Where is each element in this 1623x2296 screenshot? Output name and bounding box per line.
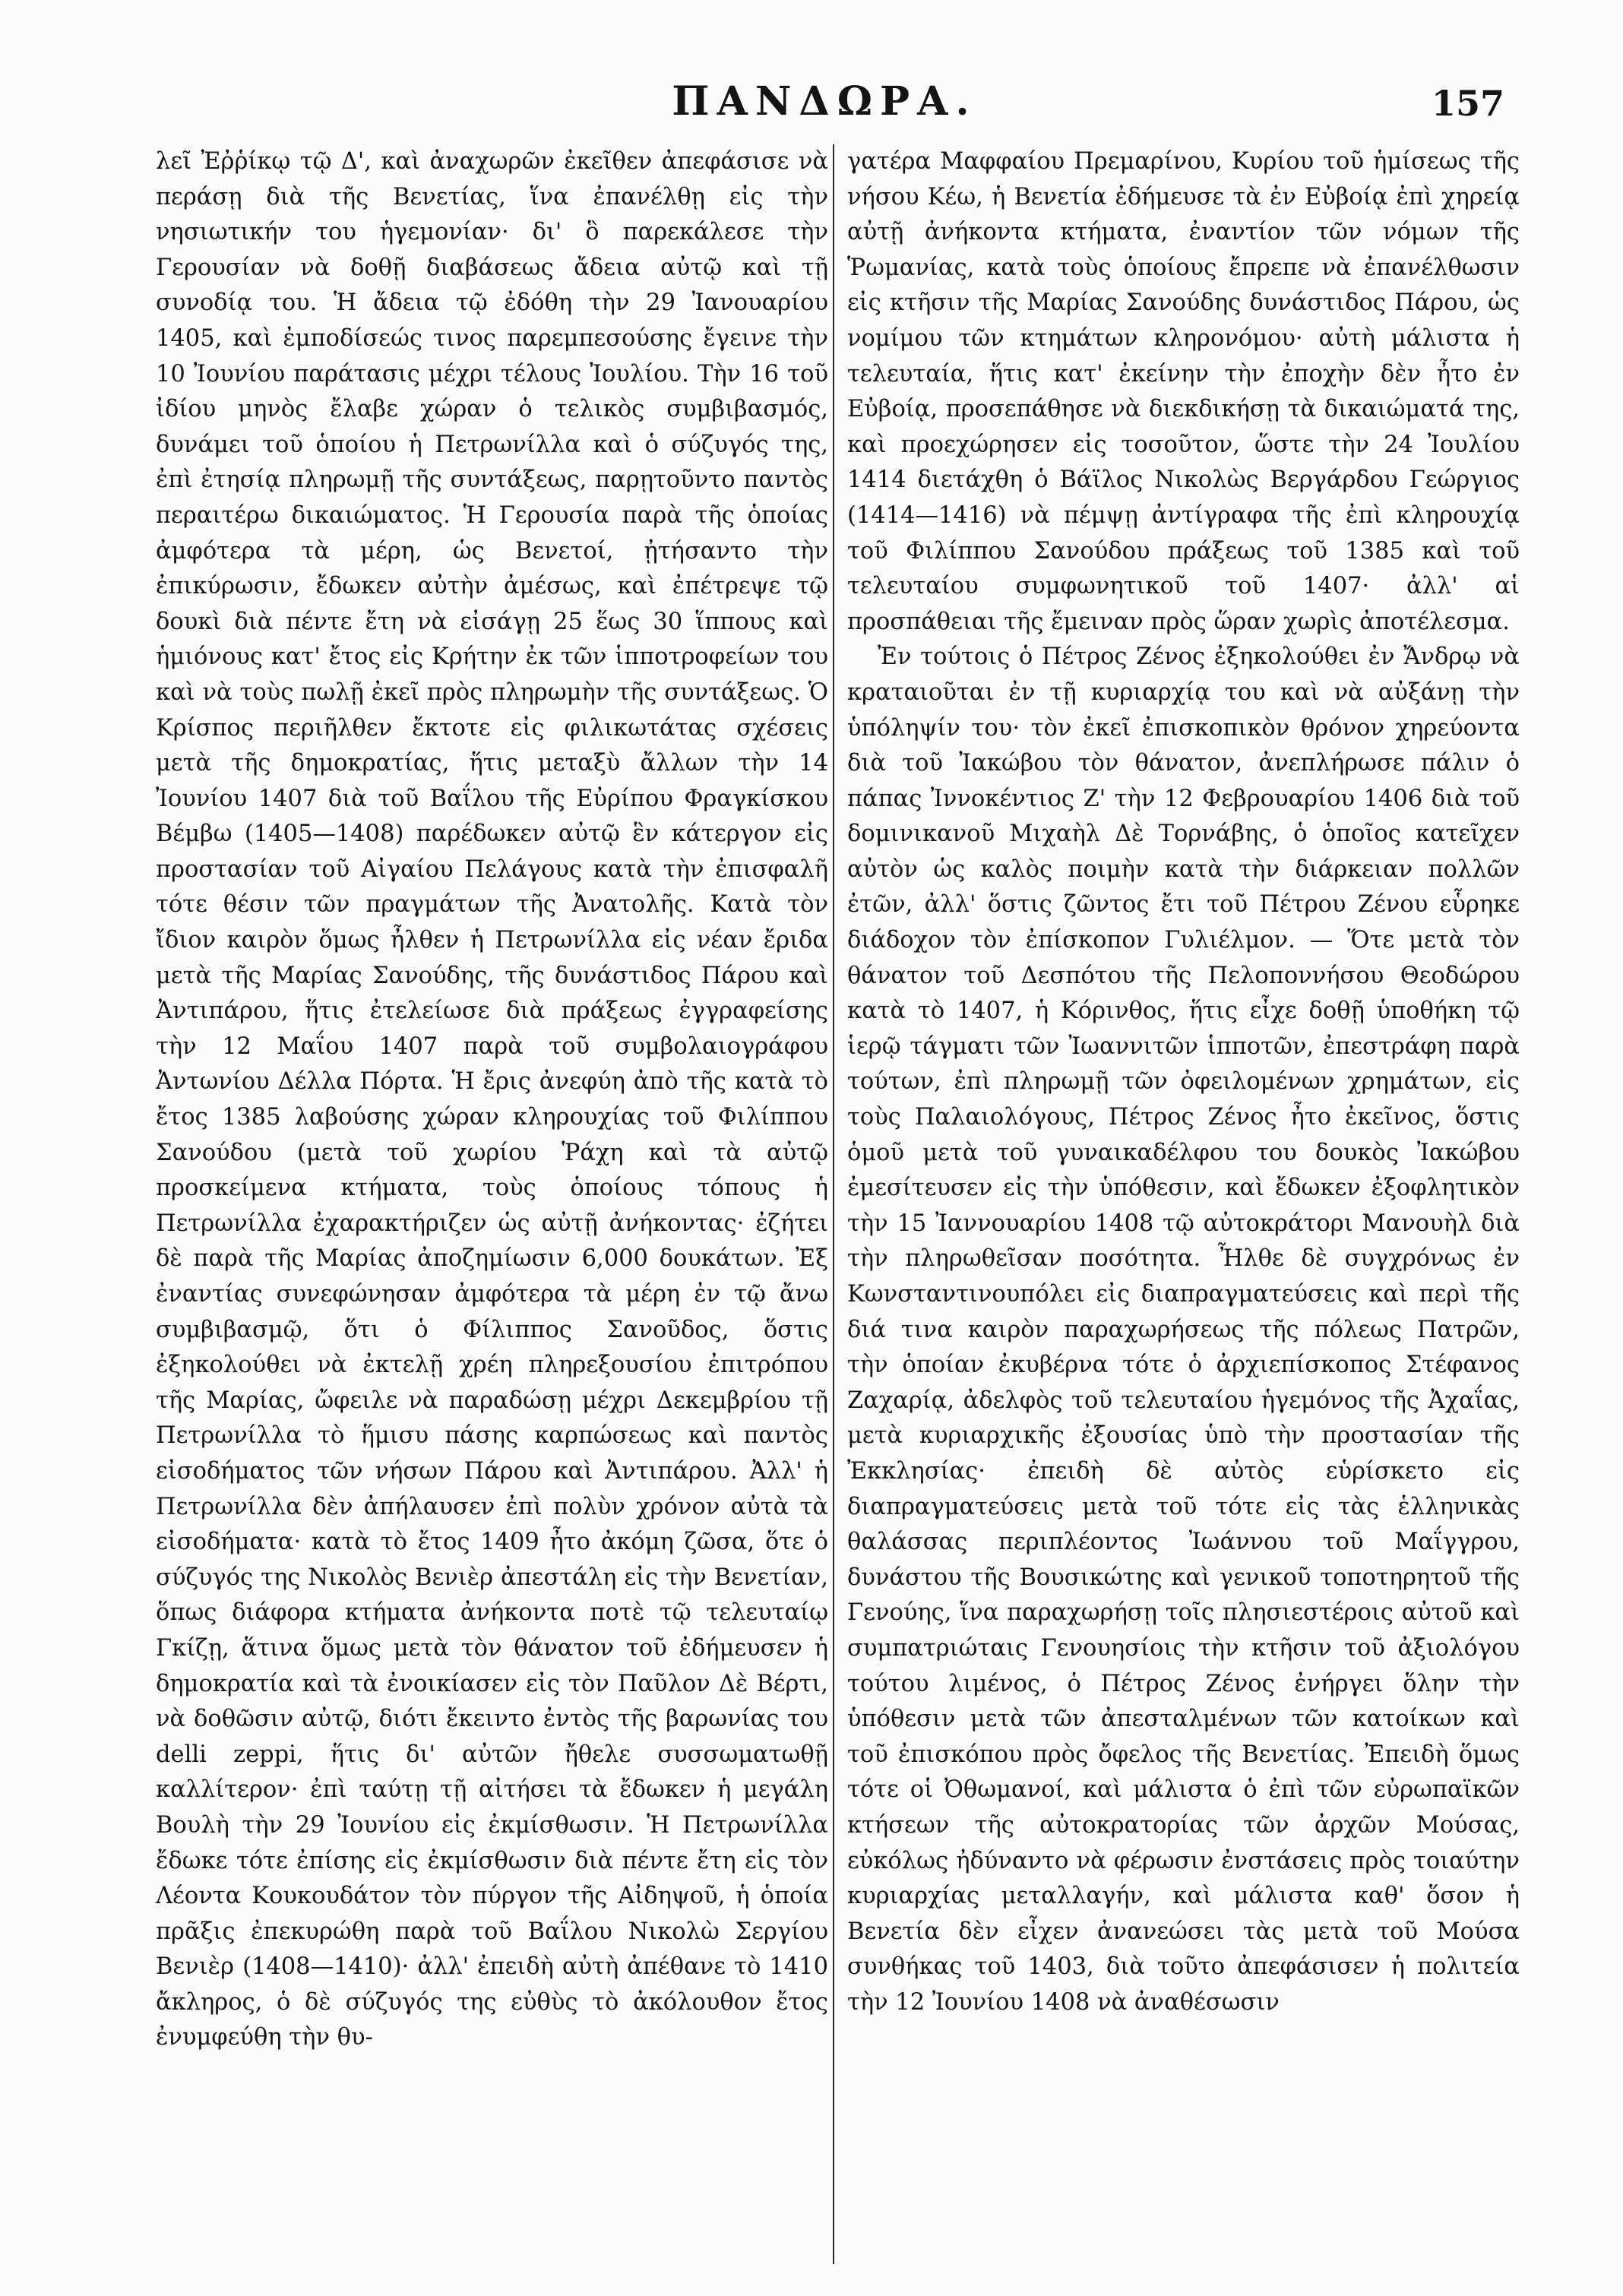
- left-column: [156, 144, 828, 2264]
- column-divider: [833, 144, 834, 2264]
- page-number: 157: [1431, 83, 1504, 124]
- running-head: [144, 72, 1504, 133]
- journal-title: ΠΑΝΔΩΡΑ.: [672, 78, 977, 125]
- left-paragraph-1: λεῖ Ἐῤῥίκῳ τῷ Δ', καὶ ἀναχωρῶν ἐκεῖθεν ἀπεφάσισε νὰ περάσῃ διὰ τῆς Βενετίας, ἵνα ἐπανέλθῃ εἰς τὴν νησιωτικήν του ἡγεμονίαν· δι' ὃ παρεκάλεσε τὴν Γερουσίαν νὰ δοθῇ διαβάσεως ἄδεια αὐτῷ καὶ τῇ συνοδίᾳ του. Ἡ ἄδεια τῷ ἐδόθη τὴν 29 Ἰανουαρίου 1405, καὶ ἐμποδίσεώς τινος παρεμπεσούσης ἔγεινε τὴν 10 Ἰουνίου παράτασις μέχρι τέλους Ἰουλίου. Τὴν 16 τοῦ ἰδίου μηνὸς ἔλαβε χώραν ὁ τελικὸς συμβιβασμός, δυνάμει τοῦ ὁποίου ἡ Πετρωνίλλα καὶ ὁ σύζυγός της, ἐπὶ ἐτησίᾳ πληρωμῇ τῆς συντάξεως, παρῃτοῦντο παντὸς περαιτέρω δικαιώματος. Ἡ Γερουσία παρὰ τῆς ὁποίας ἀμφότερα τὰ μέρη, ὡς Βενετοί, ᾐτήσαντο τὴν ἐπικύρωσιν, ἔδωκεν αὐτὴν ἀμέσως, καὶ ἐπέτρεψε τῷ δουκὶ διὰ πέντε ἔτη νὰ εἰσάγῃ 25 ἕως 30 ἵππους καὶ ἡμιόνους κατ' ἔτος εἰς Κρήτην ἐκ τῶν ἱπποτροφείων του καὶ νὰ τοὺς πωλῇ ἐκεῖ πρὸς πληρωμὴν τῆς συντάξεως. Ὁ Κρίσπος περιῆλθεν ἔκτοτε εἰς φιλικωτάτας σχέσεις μετὰ τῆς δημοκρατίας, ἥτις μεταξὺ ἄλλων τὴν 14 Ἰουνίου 1407 διὰ τοῦ Βαΐλου τῆς Εὐρίπου Φραγκίσκου Βέμβω (1405—1408) παρέδωκεν αὐτῷ ἓν κάτεργον εἰς προστασίαν τοῦ Αἰγαίου Πελάγους κατὰ τὴν ἐπισφαλῆ τότε θέσιν τῶν πραγμάτων τῆς Ἀνατολῆς. Κατὰ τὸν ἴδιον καιρὸν ὅμως ἦλθεν ἡ Πετρωνίλλα εἰς νέαν ἔριδα μετὰ τῆς Μαρίας Σανούδης, τῆς δυνάστιδος Πάρου καὶ Ἀντιπάρου, ἥτις ἐτελείωσε διὰ πράξεως ἐγγραφείσης τὴν 12 Μαΐου 1407 παρὰ τοῦ συμβολαιογράφου Ἀντωνίου Δέλλα Πόρτα. Ἡ ἔρις ἀνεφύη ἀπὸ τῆς κατὰ τὸ ἔτος 1385 λαβούσης χώραν κληρουχίας τοῦ Φιλίππου Σανούδου (μετὰ τοῦ χωρίου Ῥάχη καὶ τὰ αὐτῷ προσκείμενα κτήματα, τοὺς ὁποίους τόπους ἡ Πετρωνίλλα ἐχαρακτήριζεν ὡς αὐτῇ ἀνήκοντας· ἐζήτει δὲ παρὰ τῆς Μαρίας ἀποζημίωσιν 6,000 δουκάτων. Ἐξ ἐναντίας συνεφώνησαν ἀμφότερα τὰ μέρη ἐν τῷ ἄνω συμβιβασμῷ, ὅτι ὁ Φίλιππος Σανοῦδος, ὅστις ἐξηκολούθει νὰ ἐκτελῇ χρέη πληρεξουσίου ἐπιτρόπου τῆς Μαρίας, ὤφειλε νὰ παραδώσῃ μέχρι Δεκεμβρίου τῇ Πετρωνίλλα τὸ ἥμισυ πάσης καρπώσεως καὶ παντὸς εἰσοδήματος τῶν νήσων Πάρου καὶ Ἀντιπάρου. Ἀλλ' ἡ Πετρωνίλλα δὲν ἀπήλαυσεν ἐπὶ πολὺν χρόνον αὐτὰ τὰ εἰσοδήματα· κατὰ τὸ ἔτος 1409 ἦτο ἀκόμη ζῶσα, ὅτε ὁ σύζυγός της Νικολὸς Βενιὲρ ἀπεστάλη εἰς τὴν Βενετίαν, ὅπως διάφορα κτήματα ἀνήκοντα ποτὲ τῷ τελευταίῳ Γκίζῃ, ἅτινα ὅμως μετὰ τὸν θάνατον τοῦ ἐδήμευσεν ἡ δημοκρατία καὶ τὰ ἐνοικίασεν εἰς τὸν Παῦλον Δὲ Βέρτι, νὰ δοθῶσιν αὐτῷ, διότι ἔκειντο ἐντὸς τῆς βαρωνίας του delli zeppi, ἥτις δι' αὐτῶν ἤθελε συσσωματωθῇ καλλίτερον· ἐπὶ ταύτῃ τῇ αἰτήσει τὰ ἔδωκεν ἡ μεγάλη Βουλὴ τὴν 29 Ἰουνίου εἰς ἐκμίσθωσιν. Ἡ Πετρωνίλλα ἔδωκε τότε ἐπίσης εἰς ἐκμίσθωσιν διὰ πέντε ἔτη εἰς τὸν Λέοντα Κουκουδάτον τὸν πύργον τῆς Αἰδηψοῦ, ἡ ὁποία πρᾶξις ἐπεκυρώθη παρὰ τοῦ Βαΐλου Νικολὼ Σεργίου Βενιὲρ (1408—1410)· ἀλλ' ἐπειδὴ αὐτὴ ἀπέθανε τὸ 1410 ἄκληρος, ὁ δὲ σύζυγός της εὐθὺς τὸ ἀκόλουθον ἔτος ἐνυμφεύθη τὴν θυ-: [156, 148, 828, 2051]
- right-column: [847, 144, 1520, 2264]
- right-paragraph-2: Ἐν τούτοις ὁ Πέτρος Ζένος ἐξηκολούθει ἐν Ἄνδρῳ νὰ κραταιοῦται ἐν τῇ κυριαρχίᾳ του καὶ νὰ αὐξάνῃ τὴν ὑπόληψίν του· τὸν ἐκεῖ ἐπισκοπικὸν θρόνον χηρεύοντα διὰ τοῦ Ἰακώβου τὸν θάνατον, ἀνεπλήρωσε πάλιν ὁ πάπας Ἰννοκέντιος Ζ' τὴν 12 Φεβρουαρίου 1406 διὰ τοῦ δομινικανοῦ Μιχαὴλ Δὲ Τορνάβης, ὁ ὁποῖος κατεῖχεν αὐτὸν ὡς καλὸς ποιμὴν κατὰ τὴν διάρκειαν πολλῶν ἐτῶν, ἀλλ' ὅστις ζῶντος ἔτι τοῦ Πέτρου Ζένου εὗρηκε διάδοχον τὸν ἐπίσκοπον Γυλιέλμον. — Ὅτε μετὰ τὸν θάνατον τοῦ Δεσπότου τῆς Πελοποννήσου Θεοδώρου κατὰ τὸ 1407, ἡ Κόρινθος, ἥτις εἶχε δοθῇ ὑποθήκη τῷ ἱερῷ τάγματι τῶν Ἰωαννιτῶν ἱπποτῶν, ἐπεστράφη παρὰ τούτων, ἐπὶ πληρωμῇ τῶν ὀφειλομένων χρημάτων, εἰς τοὺς Παλαιολόγους, Πέτρος Ζένος ἦτο ἐκεῖνος, ὅστις ὁμοῦ μετὰ τοῦ γυναικαδέλφου του δουκὸς Ἰακώβου ἐμεσίτευσεν εἰς τὴν ὑπόθεσιν, καὶ ἔδωκεν ἐξοφλητικὸν τὴν 15 Ἰαννουαρίου 1408 τῷ αὐτοκράτορι Μανουὴλ διὰ τὴν πληρωθεῖσαν ποσότητα. Ἦλθε δὲ συγχρόνως ἐν Κωνσταντινουπόλει εἰς διαπραγματεύσεις καὶ περὶ τῆς διά τινα καιρὸν παραχωρήσεως τῆς πόλεως Πατρῶν, τὴν ὁποίαν ἐκυβέρνα τότε ὁ ἀρχιεπίσκοπος Στέφανος Ζαχαρίᾳ, ἀδελφὸς τοῦ τελευταίου ἡγεμόνος τῆς Ἀχαΐας, μετὰ κυριαρχικῆς ἐξουσίας ὑπὸ τὴν προστασίαν τῆς Ἐκκλησίας· ἐπειδὴ δὲ αὐτὸς εὑρίσκετο εἰς διαπραγματεύσεις μετὰ τοῦ τότε εἰς τὰς ἑλληνικὰς θαλάσσας περιπλέοντος Ἰωάννου τοῦ Μαΐγγρου, δυνάστου τῆς Βουσικώτης καὶ γενικοῦ τοποτηρητοῦ τῆς Γενούης, ἵνα παραχωρήσῃ τοῖς πλησιεστέροις αὐτοῦ καὶ συμπατριώταις Γενουησίοις τὴν κτῆσιν τοῦ ἀξιολόγου τούτου λιμένος, ὁ Πέτρος Ζένος ἐνήργει ὅλην τὴν ὑπόθεσιν μετὰ τῶν ἀπεσταλμένων τῶν κατοίκων καὶ τοῦ ἐπισκόπου πρὸς ὄφελος τῆς Βενετίας. Ἐπειδὴ ὅμως τότε οἱ Ὀθωμανοί, καὶ μάλιστα ὁ ἐπὶ τῶν εὐρωπαϊκῶν κτήσεων τῆς αὐτοκρατορίας τῶν ἀρχῶν Μούσας, εὐκόλως ἠδύναντο νὰ φέρωσιν ἐνστάσεις πρὸς τοιαύτην κυριαρχίας μεταλλαγήν, καὶ μάλιστα καθ' ὅσον ἡ Βενετία δὲν εἶχεν ἀνανεώσει τὰς μετὰ τοῦ Μούσα συνθήκας τοῦ 1403, διὰ τοῦτο ἀπεφάσισεν ἡ πολιτεία τὴν 12 Ἰουνίου 1408 νὰ ἀναθέσωσιν: [847, 644, 1520, 2016]
- right-paragraph-1: γατέρα Μαφφαίου Πρεμαρίνου, Κυρίου τοῦ ἡμίσεως τῆς νήσου Κέω, ἡ Βενετία ἐδήμευσε τὰ ἐν Εὐβοίᾳ ἐπὶ χηρείᾳ αὐτῇ ἀνήκοντα κτήματα, ἐναντίον τῶν νόμων τῆς Ῥωμανίας, κατὰ τοὺς ὁποίους ἔπρεπε νὰ ἐπανέλθωσιν εἰς κτῆσιν τῆς Μαρίας Σανούδης δυνάστιδος Πάρου, ὡς νομίμου τῶν κτημάτων κληρονόμου· αὐτὴ μάλιστα ἡ τελευταία, ἥτις κατ' ἐκείνην τὴν ἐποχὴν δὲν ἦτο ἐν Εὐβοίᾳ, προσεπάθησε νὰ διεκδικήσῃ τὰ δικαιώματά της, καὶ προεχώρησεν εἰς τοσοῦτον, ὥστε τὴν 24 Ἰουλίου 1414 διετάχθη ὁ Βάϊλος Νικολὼς Βεργάρδου Γεώργιος (1414—1416) νὰ πέμψῃ ἀντίγραφα τῆς ἐπὶ κληρουχίᾳ τοῦ Φιλίππου Σανούδου πράξεως τοῦ 1385 καὶ τοῦ τελευταίου συμφωνητικοῦ τοῦ 1407· ἀλλ' αἱ προσπάθειαι τῆς ἔμειναν πρὸς ὥραν χωρὶς ἀποτέλεσμα.: [847, 148, 1520, 635]
